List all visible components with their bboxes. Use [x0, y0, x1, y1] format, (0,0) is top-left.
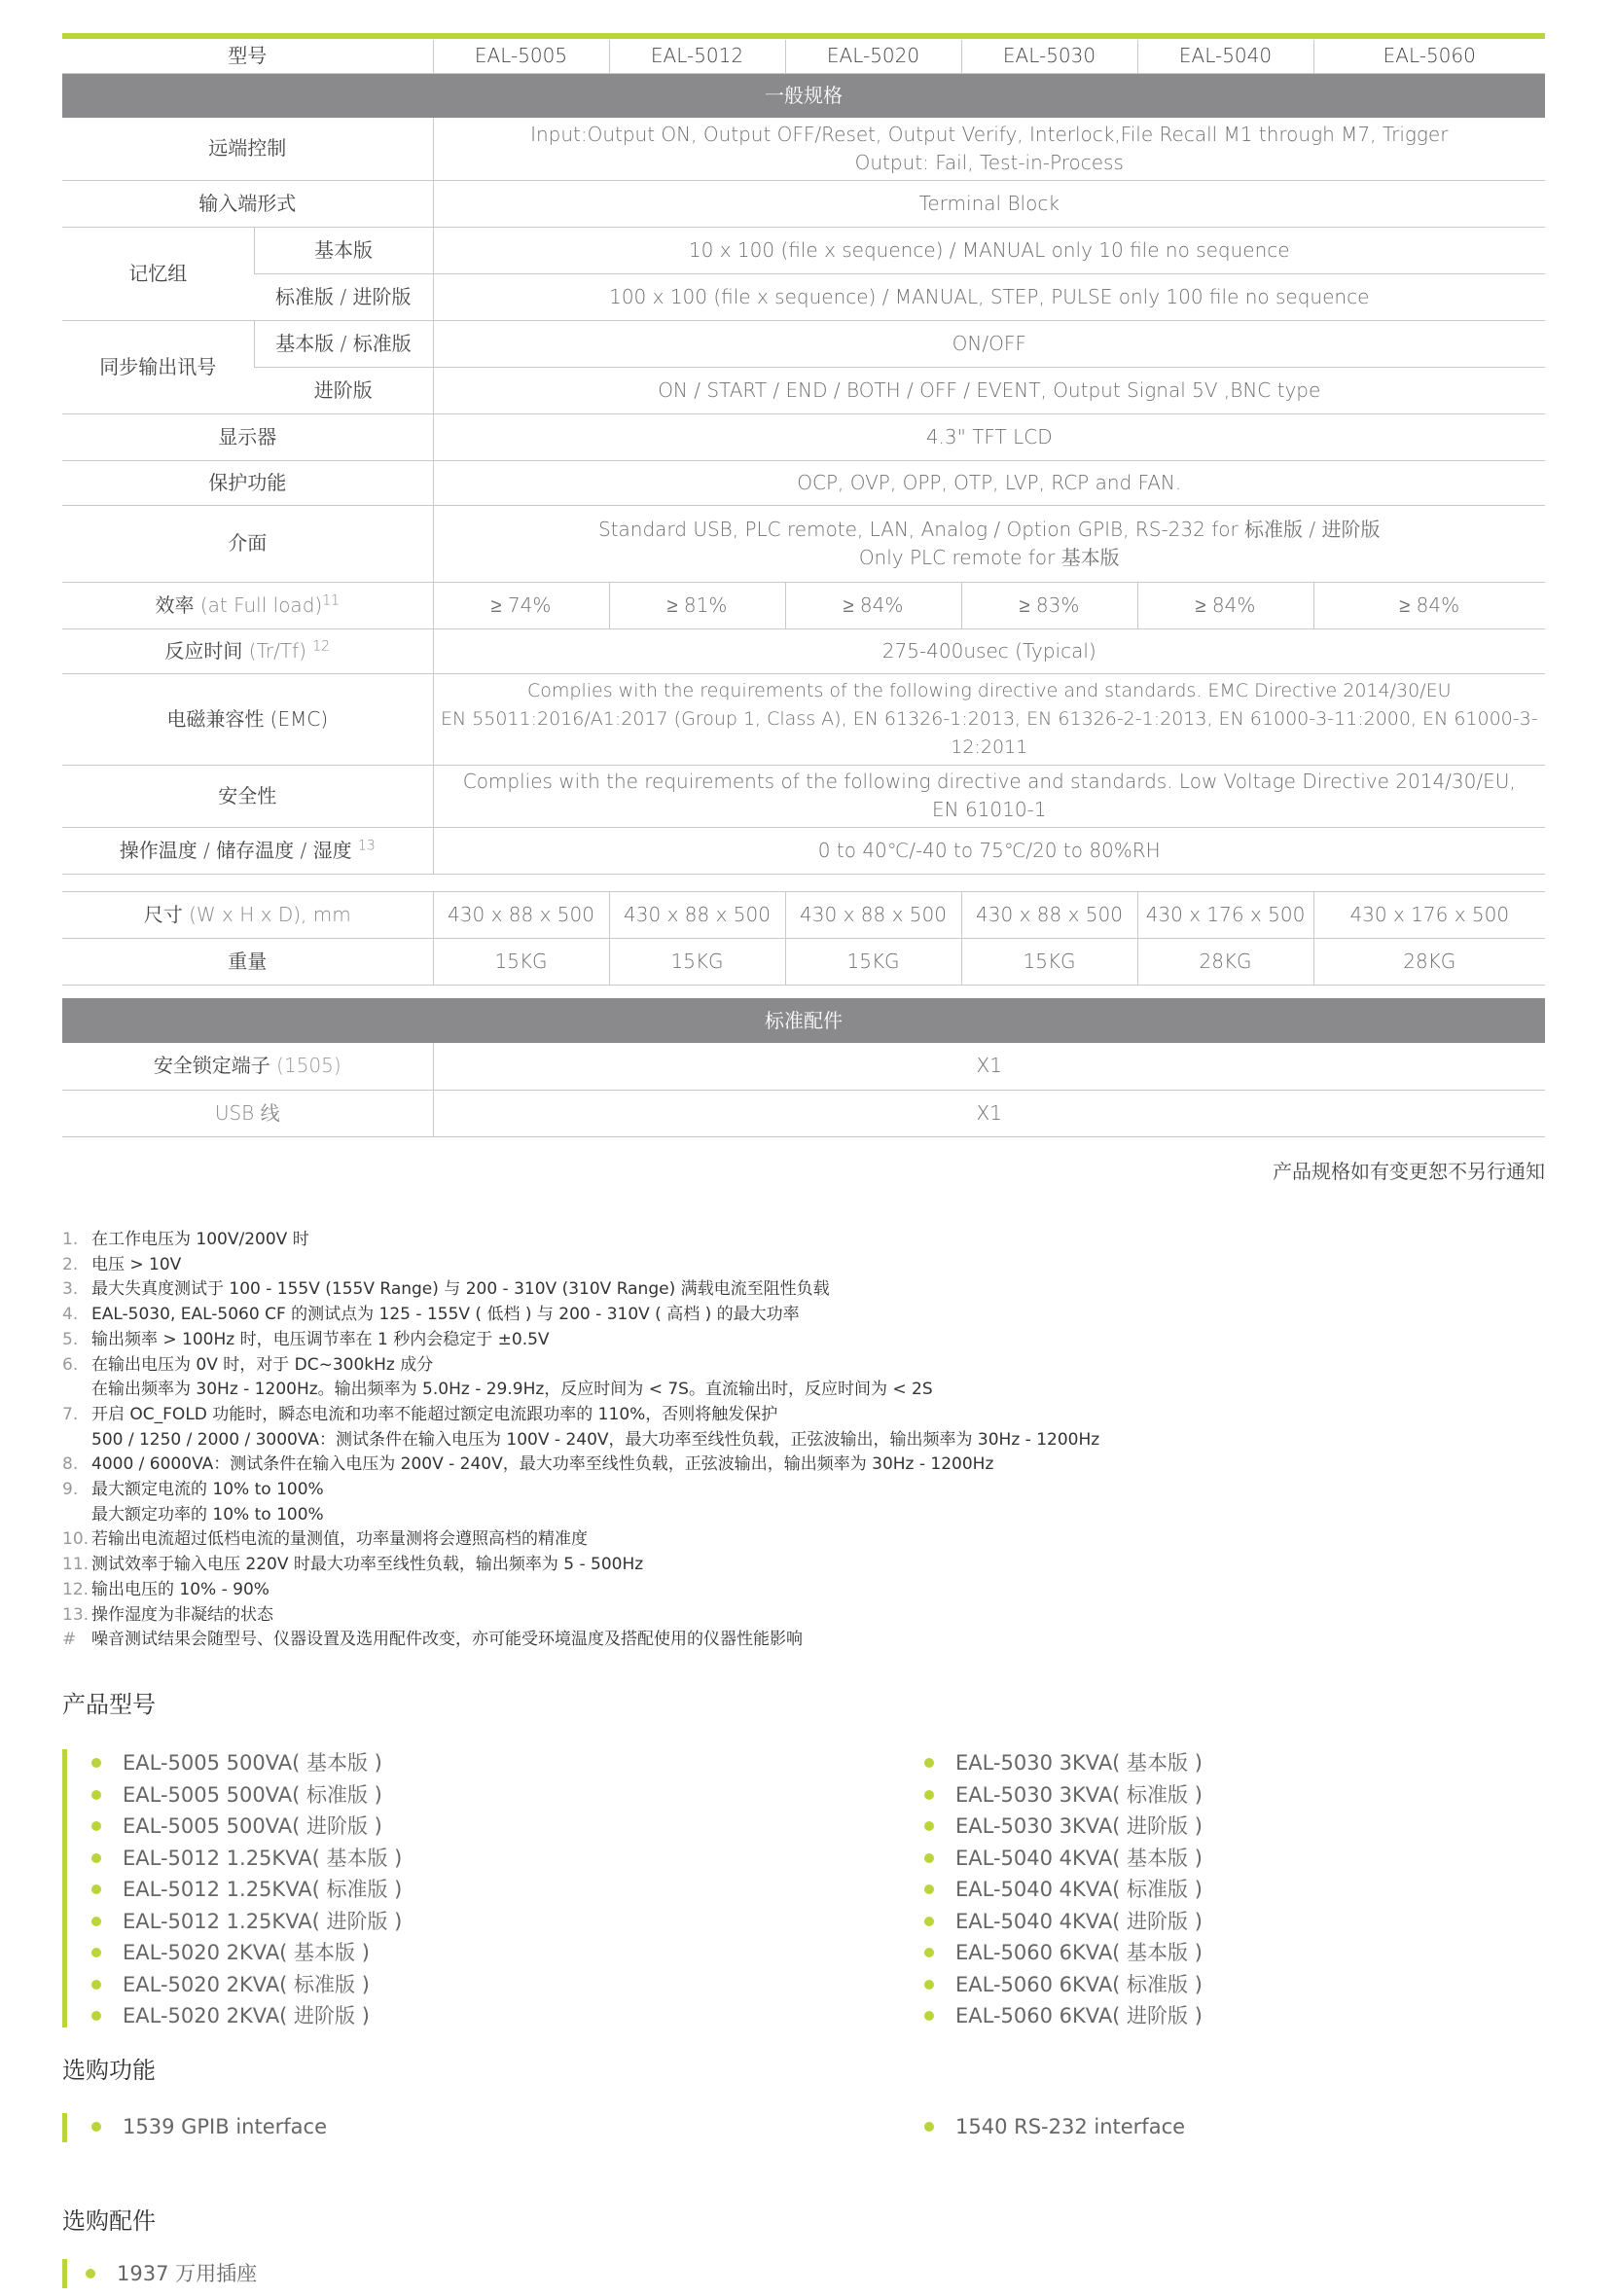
dimension-value: 430 x 88 x 500: [785, 891, 961, 938]
footnote-text: 4000 / 6000VA：测试条件在输入电压为 200V - 240V，最大功率至线性负载，正弦波输出，输出频率为 30Hz - 1200Hz: [91, 1454, 994, 1475]
row-sync-adv: [62, 367, 1545, 413]
spacer-row: [62, 985, 1545, 998]
list-item: EAL-5030 3KVA( 标准版 ): [924, 1779, 1203, 1812]
footnote-number: 5.: [62, 1329, 79, 1349]
top-accent-bar: [62, 33, 1545, 39]
row-sublabel: 标准版 / 进阶版: [254, 273, 433, 320]
row-value: Complies with the requirements of the following directive and standards. EMC Directive 2014/30/EU EN 55011:2016/A1:2017 (Group 1, Class A), EN 61326-1:2013, EN 61326-2-1:2013, EN 61000-3-11:2000, EN 61000-3- 12:2011: [433, 673, 1545, 765]
footnote: [62, 1277, 1522, 1303]
row-usb: [62, 1090, 1545, 1136]
efficiency-value: ≥ 84%: [1313, 582, 1545, 628]
row-dimensions: [62, 891, 1545, 938]
list-item: EAL-5005 500VA( 标准版 ): [91, 1779, 402, 1812]
row-display: [62, 413, 1545, 460]
footnote-number: [62, 1428, 91, 1453]
bullet-icon: [924, 1917, 934, 1926]
row-label: 介面: [62, 505, 433, 582]
footnote: [62, 1603, 1522, 1629]
footnote-number: [62, 1503, 91, 1528]
row-memory-std: [62, 273, 1545, 320]
bullet-icon: [91, 1884, 101, 1894]
footnote-text: 最大额定电流的 10% to 100%: [91, 1480, 324, 1500]
footnote: [62, 1578, 1522, 1603]
row-value: X1: [433, 1090, 1545, 1136]
dimension-value: 430 x 88 x 500: [609, 891, 785, 938]
section-title: 一般规格: [62, 73, 1545, 118]
footnote: [62, 1553, 1522, 1578]
models-list-left: [91, 1747, 402, 2032]
footnote-number: 1.: [62, 1230, 79, 1249]
row-sublabel: 基本版: [254, 227, 433, 273]
bullet-icon: [924, 1790, 934, 1800]
row-value: Standard USB, PLC remote, LAN, Analog / Option GPIB, RS-232 for 标准版 / 进阶版 Only PLC remote for 基本版: [433, 505, 1545, 582]
header-model: EAL-5040: [1137, 40, 1313, 73]
row-efficiency: [62, 582, 1545, 628]
list-item: EAL-5020 2KVA( 进阶版 ): [91, 2000, 402, 2032]
footnote-number: 2.: [62, 1254, 79, 1274]
list-item: EAL-5030 3KVA( 基本版 ): [924, 1747, 1203, 1779]
footnote-number: 4.: [62, 1305, 79, 1325]
footnote: [62, 1428, 1522, 1453]
section-general: [62, 73, 1545, 118]
footnote-text: 最大失真度测试于 100 - 155V (155V Range) 与 200 - 310V (310V Range) 满载电流至阻性负载: [91, 1279, 830, 1300]
accessories-list: [86, 2258, 257, 2290]
row-value: 275-400usec (Typical): [433, 628, 1545, 673]
footnote-text: 电压 > 10V: [91, 1254, 182, 1274]
row-response: [62, 628, 1545, 673]
footnote: [62, 1403, 1522, 1428]
bullet-icon: [91, 1980, 101, 1990]
section-title: 标准配件: [62, 998, 1545, 1043]
bullet-icon: [86, 2269, 95, 2278]
footnotes: [62, 1228, 1522, 1653]
header-model: EAL-5030: [961, 40, 1137, 73]
dimension-value: 430 x 88 x 500: [433, 891, 609, 938]
weight-value: 15KG: [785, 938, 961, 985]
list-item: EAL-5005 500VA( 进阶版 ): [91, 1811, 402, 1843]
row-value: Input:Output ON, Output OFF/Reset, Output Verify, Interlock,File Recall M1 through M7, Trigger Output: Fail, Test-in-Process: [433, 118, 1545, 180]
list-item: EAL-5020 2KVA( 标准版 ): [91, 1969, 402, 2001]
header-model-label: 型号: [62, 40, 433, 73]
list-item: EAL-5030 3KVA( 进阶版 ): [924, 1811, 1203, 1843]
row-value: OCP, OVP, OPP, OTP, LVP, RCP and FAN.: [433, 460, 1545, 505]
row-safety-lock: [62, 1043, 1545, 1090]
dimension-value: 430 x 176 x 500: [1137, 891, 1313, 938]
row-remote: [62, 118, 1545, 180]
footnote-text: 在输出频率为 30Hz - 1200Hz。输出频率为 5.0Hz - 29.9Hz，反应时间为 < 7S。直流输出时，反应时间为 < 2S: [91, 1380, 933, 1400]
row-label: 同步输出讯号: [62, 320, 254, 413]
row-label: 尺寸 (W x H x D), mm: [62, 891, 433, 938]
footnote: [62, 1478, 1522, 1503]
list-item: EAL-5020 2KVA( 基本版 ): [91, 1937, 402, 1969]
header-model: EAL-5012: [609, 40, 785, 73]
bullet-icon: [924, 1821, 934, 1831]
bullet-icon: [924, 1853, 934, 1863]
footnote-number: 3.: [62, 1279, 79, 1300]
efficiency-value: ≥ 84%: [785, 582, 961, 628]
options-list-left: [91, 2111, 327, 2143]
row-label: 保护功能: [62, 460, 433, 505]
row-value: ON / START / END / BOTH / OFF / EVENT, Output Signal 5V ,BNC type: [433, 367, 1545, 413]
list-item: 1937 万用插座: [86, 2258, 257, 2290]
footnote-number: 12.: [62, 1579, 90, 1599]
footnote-number: 13.: [62, 1604, 90, 1625]
row-safety: [62, 765, 1545, 827]
footnote-text: 输出频率 > 100Hz 时，电压调节率在 1 秒内会稳定于 ±0.5V: [91, 1329, 550, 1349]
row-sublabel: 进阶版: [254, 367, 433, 413]
weight-value: 15KG: [433, 938, 609, 985]
footnote-text: 在工作电压为 100V/200V 时: [91, 1230, 309, 1249]
row-label: 输入端形式: [62, 180, 433, 227]
row-memory-basic: [62, 227, 1545, 273]
models-title: 产品型号: [62, 1691, 156, 1718]
options-accent-bar: [62, 2113, 67, 2142]
efficiency-value: ≥ 84%: [1137, 582, 1313, 628]
row-label: USB 线: [62, 1090, 433, 1136]
row-value: Complies with the requirements of the following directive and standards. Low Voltage Directive 2014/30/EU, EN 61010-1: [433, 765, 1545, 827]
models-accent-bar: [62, 1749, 67, 2027]
footnote-text: 500 / 1250 / 2000 / 3000VA：测试条件在输入电压为 100V - 240V，最大功率至线性负载，正弦波输出，输出频率为 30Hz - 1200Hz: [91, 1429, 1100, 1450]
row-value: 0 to 40℃/-40 to 75℃/20 to 80%RH: [433, 827, 1545, 874]
footnote-text: 若输出电流超过低档电流的量测值，功率量测将会遵照高档的精准度: [91, 1529, 588, 1550]
row-label: 安全锁定端子 (1505): [62, 1043, 433, 1090]
footnote-text: 最大额定功率的 10% to 100%: [91, 1504, 324, 1525]
footnote: [62, 1353, 1522, 1379]
row-label: 记忆组: [62, 227, 254, 320]
bullet-icon: [91, 1917, 101, 1926]
footnote: [62, 1328, 1522, 1353]
footnote-number: 11.: [62, 1555, 90, 1575]
footnote-text: 输出电压的 10% - 90%: [91, 1579, 270, 1599]
footnote-text: 操作湿度为非凝结的状态: [91, 1604, 273, 1625]
options-list-right: [924, 2111, 1185, 2143]
bullet-icon: [924, 1980, 934, 1990]
footnote-number: 10.: [62, 1529, 90, 1550]
list-item: EAL-5005 500VA( 基本版 ): [91, 1747, 402, 1779]
footnote-number: #: [62, 1630, 77, 1650]
accessories-accent-bar: [62, 2259, 67, 2288]
list-item: EAL-5040 4KVA( 基本版 ): [924, 1843, 1203, 1875]
list-item: EAL-5060 6KVA( 进阶版 ): [924, 2000, 1203, 2032]
list-item: EAL-5060 6KVA( 基本版 ): [924, 1937, 1203, 1969]
footnote-text: 测试效率于输入电压 220V 时最大功率至线性负载，输出频率为 5 - 500Hz: [91, 1555, 644, 1575]
list-item: EAL-5012 1.25KVA( 标准版 ): [91, 1874, 402, 1906]
footnote-number: 8.: [62, 1454, 79, 1475]
dimension-value: 430 x 176 x 500: [1313, 891, 1545, 938]
footnote: [62, 1303, 1522, 1328]
header-model: EAL-5005: [433, 40, 609, 73]
bullet-icon: [91, 2011, 101, 2021]
row-interface: [62, 505, 1545, 582]
footnote-text: EAL-5030, EAL-5060 CF 的测试点为 125 - 155V ( 低档 ) 与 200 - 310V ( 高档 ) 的最大功率: [91, 1305, 800, 1325]
weight-value: 28KG: [1313, 938, 1545, 985]
row-value: 4.3" TFT LCD: [433, 413, 1545, 460]
row-label: 远端控制: [62, 118, 433, 180]
efficiency-value: ≥ 74%: [433, 582, 609, 628]
bullet-icon: [924, 1884, 934, 1894]
spacer-row: [62, 874, 1545, 891]
row-value: ON/OFF: [433, 320, 1545, 367]
row-label: 效率 (at Full load)$^{11}$: [62, 582, 433, 628]
header-model: EAL-5020: [785, 40, 961, 73]
list-item: EAL-5040 4KVA( 标准版 ): [924, 1874, 1203, 1906]
footnote-number: 9.: [62, 1480, 79, 1500]
row-label: 反应时间 (Tr/Tf) $^{12}$: [62, 628, 433, 673]
spec-table: [62, 40, 1545, 1137]
bullet-icon: [91, 2122, 101, 2132]
row-label: 显示器: [62, 413, 433, 460]
bullet-icon: [91, 1948, 101, 1957]
footnote-text: 噪音测试结果会随型号、仪器设置及选用配件改变，亦可能受环境温度及搭配使用的仪器性能影响: [91, 1630, 803, 1650]
row-sublabel: 基本版 / 标准版: [254, 320, 433, 367]
bullet-icon: [91, 1758, 101, 1768]
weight-value: 15KG: [609, 938, 785, 985]
footnote: [62, 1228, 1522, 1253]
footnote: [62, 1253, 1522, 1278]
row-emc: [62, 673, 1545, 765]
row-label: 重量: [62, 938, 433, 985]
accessories-title: 选购配件: [62, 2207, 156, 2235]
bullet-icon: [924, 1948, 934, 1957]
row-label: 操作温度 / 储存温度 / 湿度 $^{13}$: [62, 827, 433, 874]
bullet-icon: [91, 1821, 101, 1831]
dimension-value: 430 x 88 x 500: [961, 891, 1137, 938]
bullet-icon: [91, 1853, 101, 1863]
row-value: 10 x 100 (file x sequence) / MANUAL only 10 file no sequence: [433, 227, 1545, 273]
footnote-number: 7.: [62, 1404, 79, 1424]
list-item: EAL-5012 1.25KVA( 进阶版 ): [91, 1906, 402, 1938]
weight-value: 28KG: [1137, 938, 1313, 985]
row-value: 100 x 100 (file x sequence) / MANUAL, STEP, PULSE only 100 file no sequence: [433, 273, 1545, 320]
row-weight: [62, 938, 1545, 985]
models-list-right: [924, 1747, 1203, 2032]
footnote-number: 6.: [62, 1354, 79, 1375]
list-item: 1540 RS-232 interface: [924, 2111, 1185, 2143]
weight-value: 15KG: [961, 938, 1137, 985]
row-protection: [62, 460, 1545, 505]
header-row: [62, 40, 1545, 73]
footnote-text: 开启 OC_FOLD 功能时，瞬态电流和功率不能超过额定电流跟功率的 110%，否则将触发保护: [91, 1404, 778, 1424]
efficiency-value: ≥ 83%: [961, 582, 1137, 628]
row-input: [62, 180, 1545, 227]
bullet-icon: [924, 2011, 934, 2021]
footnote: [62, 1378, 1522, 1403]
footnote-number: [62, 1378, 91, 1403]
list-item: EAL-5060 6KVA( 标准版 ): [924, 1969, 1203, 2001]
row-value: X1: [433, 1043, 1545, 1090]
list-item: 1539 GPIB interface: [91, 2111, 327, 2143]
header-model: EAL-5060: [1313, 40, 1545, 73]
footnote: [62, 1503, 1522, 1528]
section-accessories: [62, 998, 1545, 1043]
bullet-icon: [91, 1790, 101, 1800]
bullet-icon: [924, 1758, 934, 1768]
footnote-text: 在输出电压为 0V 时，对于 DC~300kHz 成分: [91, 1354, 434, 1375]
list-item: EAL-5012 1.25KVA( 基本版 ): [91, 1843, 402, 1875]
footnote: [62, 1628, 1522, 1653]
options-title: 选购功能: [62, 2057, 156, 2084]
footnote: [62, 1453, 1522, 1478]
row-label: 电磁兼容性 (EMC): [62, 673, 433, 765]
row-value: Terminal Block: [433, 180, 1545, 227]
spec-change-notice: 产品规格如有变更恕不另行通知: [1273, 1160, 1545, 1183]
efficiency-value: ≥ 81%: [609, 582, 785, 628]
list-item: EAL-5040 4KVA( 进阶版 ): [924, 1906, 1203, 1938]
footnote: [62, 1527, 1522, 1553]
row-label: 安全性: [62, 765, 433, 827]
row-temperature: [62, 827, 1545, 874]
row-sync-basic: [62, 320, 1545, 367]
bullet-icon: [924, 2122, 934, 2132]
